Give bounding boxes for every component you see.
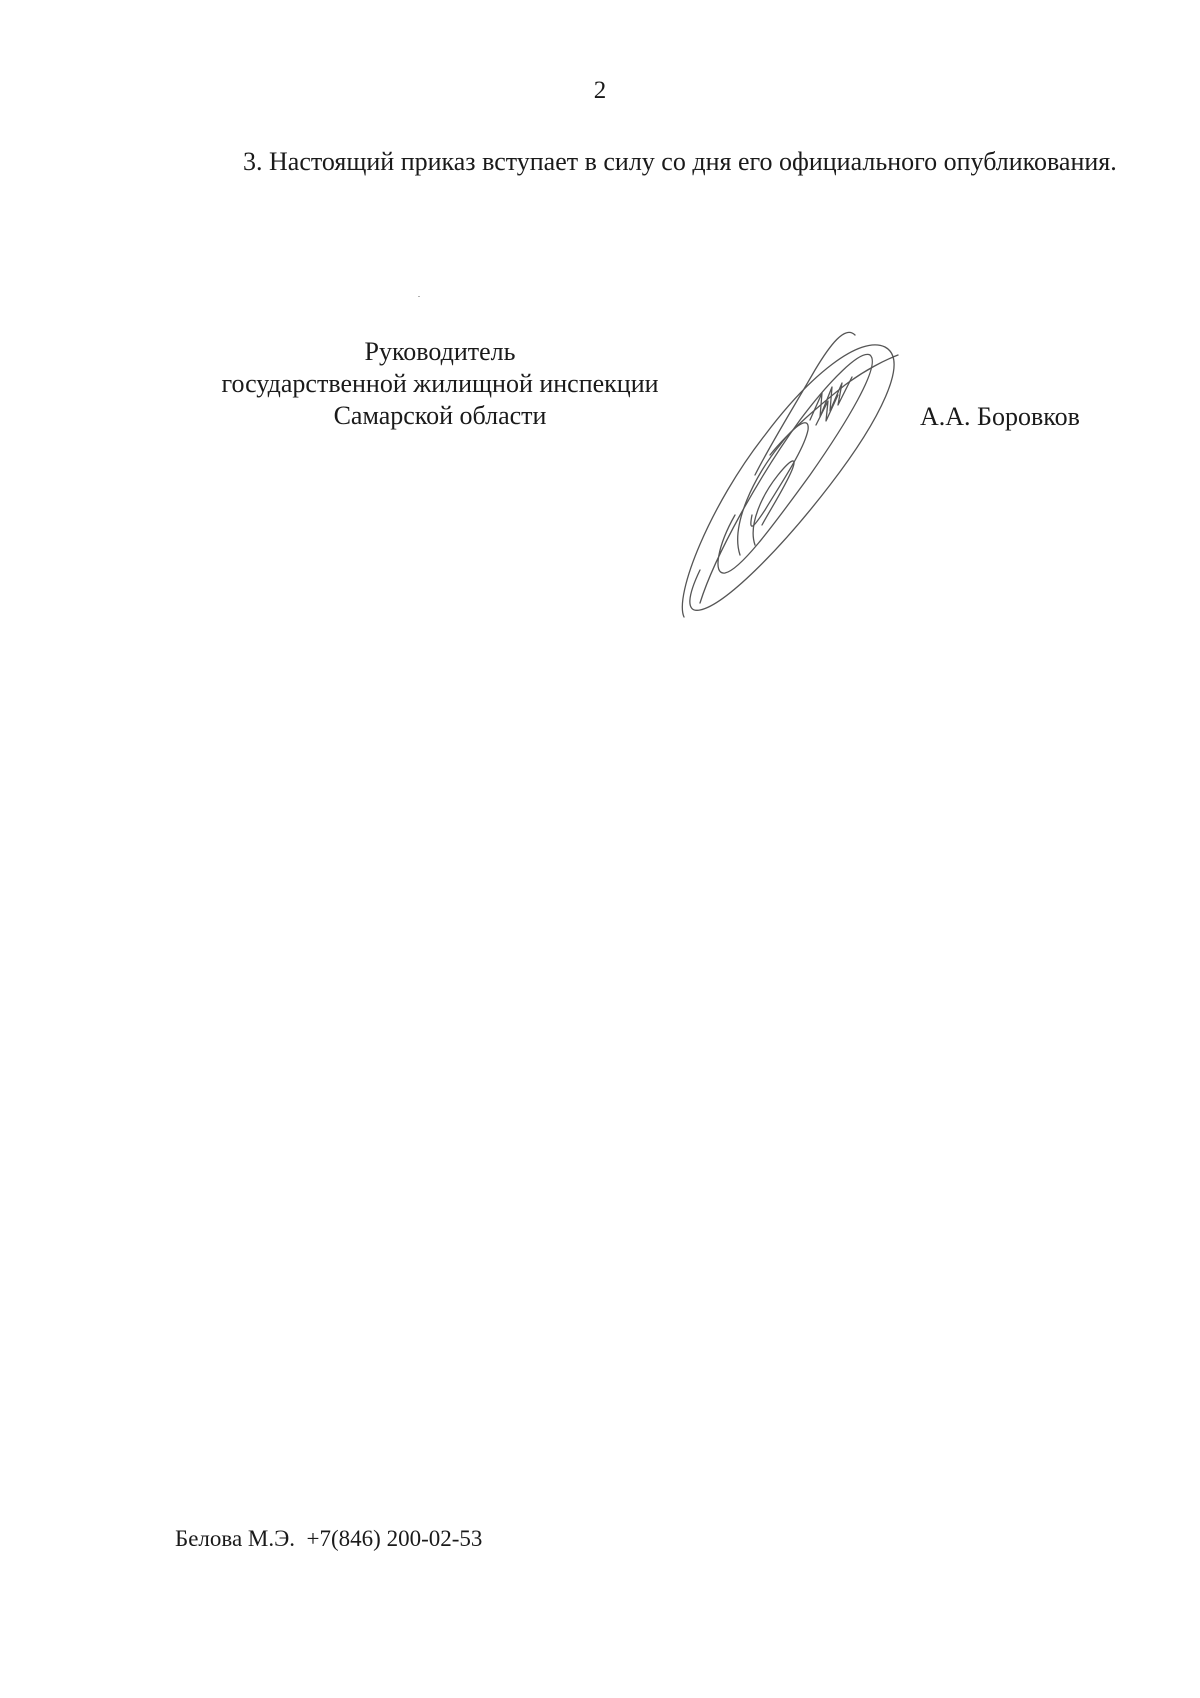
signer-name: А.А. Боровков — [920, 402, 1080, 431]
signatory-title-block — [195, 336, 685, 432]
page-number: 2 — [593, 77, 607, 104]
signatory-title-line-2: государственной жилищной инспекции — [221, 369, 659, 398]
signatory-title-line-3: Самарской области — [333, 401, 547, 430]
executor-footer — [175, 1525, 482, 1553]
handwritten-signature — [670, 325, 930, 625]
signatory-title-line-1: Руководитель — [364, 337, 516, 366]
executor-name: Белова М.Э. — [175, 1526, 296, 1551]
executor-phone: +7(846) 200-02-53 — [306, 1526, 483, 1551]
paragraph-3: 3. Настоящий приказ вступает в силу со дня его официального опубликования. — [243, 147, 1117, 176]
scan-speck — [418, 296, 420, 297]
